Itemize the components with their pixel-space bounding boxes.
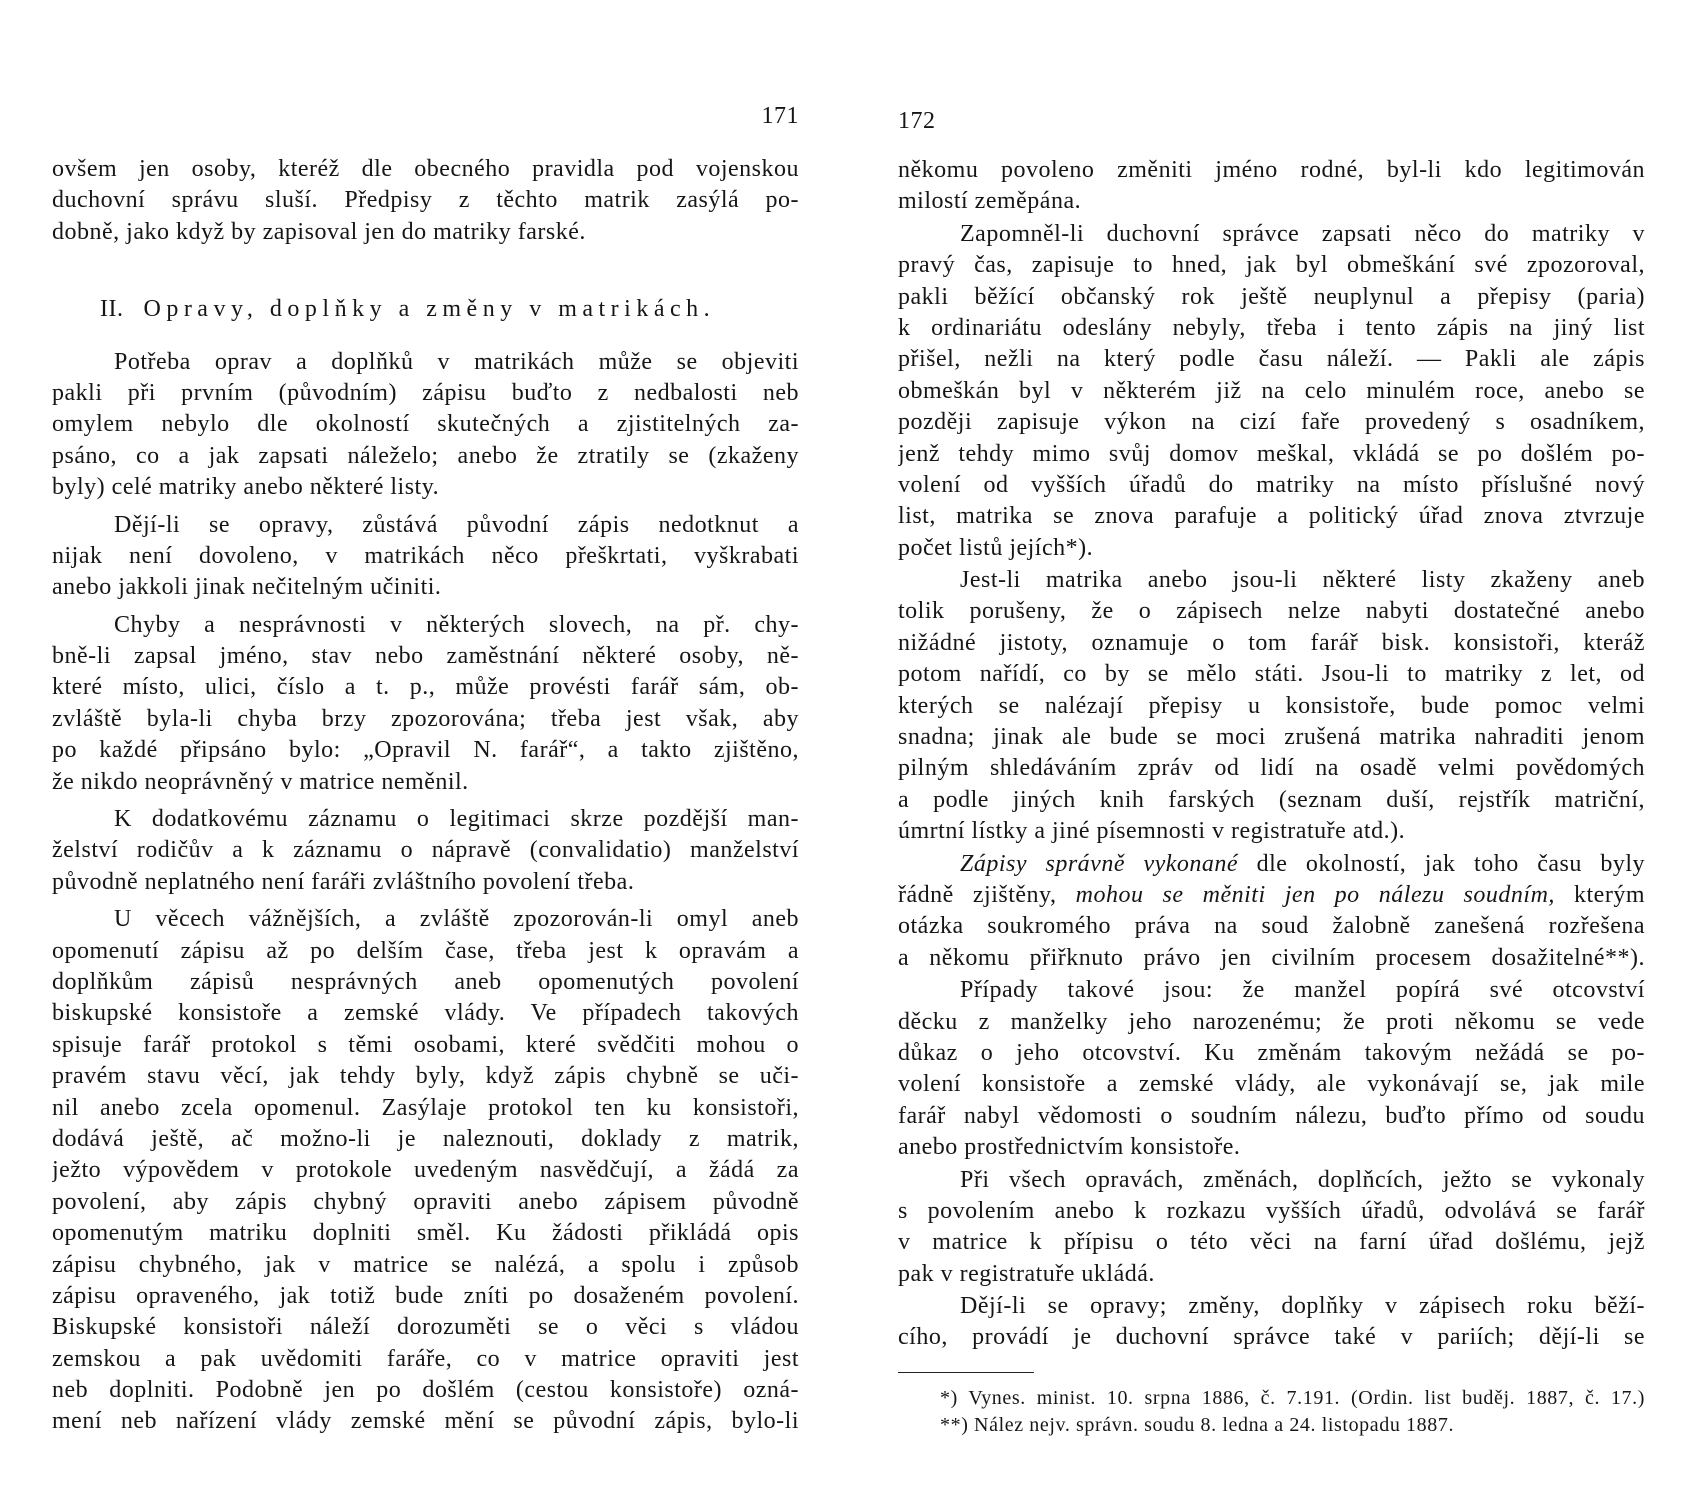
text-line: děcku z manželky jeho narozenému; že proti někomu se vede (898, 1008, 1645, 1035)
text-segment: kterým (1554, 881, 1645, 908)
text-line: původně neplatného není faráři zvláštního povolení třeba. (52, 868, 635, 895)
text-line: a podle jiných knih farských (seznam duší, rejstřík matriční, (898, 786, 1645, 813)
text-line: ježto výpovědem v protokole uvedeným nasvědčují, a žádá za (52, 1157, 799, 1184)
paragraph (898, 849, 1645, 975)
text-line: Při všech opravách, změnách, doplňcích, ježto se vykonaly (960, 1166, 1645, 1193)
text-line: snadna; jinak ale bude se moci zrušená matrika nahraditi jenom (898, 724, 1645, 751)
text-line: důkaz o jeho otcovství. Ku změnám takovým nežádá se po- (898, 1039, 1645, 1066)
text-line: Dějí-li se opravy; změny, doplňky v zápisech roku běží- (960, 1293, 1645, 1320)
text-line: zápisu chybného, jak v matrice se nalézá, a spolu i způsob (52, 1251, 799, 1278)
text-line: milostí zeměpána. (898, 188, 1082, 215)
text-line: želství rodičův a k záznamu o nápravě (convalidatio) manželství (52, 837, 799, 864)
text-line: otázka soukromého práva na soud žalobně zanešená rozřešena (898, 913, 1645, 940)
text-line: volení konsistoře a zemské vlády, ale vykonávají se, jak mile (898, 1071, 1645, 1098)
text-line: potom nařídí, co by se mělo státi. Jsou-li to matriky z let, od (898, 661, 1645, 688)
text-line: opomenutí zápisu až po delším čase, třeba jest k opravám a (52, 937, 799, 964)
text-line: dodává ještě, ač možno-li je naleznouti, doklady z matrik, (52, 1125, 799, 1152)
text-line: doplňkům zápisů nesprávných aneb opomenutých povolení (52, 968, 799, 995)
section-number: II. (100, 296, 124, 323)
text-line: zvláště byla-li chyba brzy zpozorována; třeba jest však, aby (52, 705, 799, 732)
paragraph (898, 1165, 1645, 1291)
text-line: k ordinariátu odeslány nebyly, třeba i tento zápis na jiný list (898, 314, 1645, 341)
footnote: **) Nález nejv. správn. soudu 8. ledna a 24. listopadu 1887. (940, 1413, 1455, 1436)
text-line: obmeškán byl v některém již na celo minulém roce, anebo se (898, 377, 1645, 404)
text-segment: dle okolností, jak toho času byly (1238, 850, 1645, 877)
paragraph (52, 154, 799, 248)
paragraph (898, 219, 1645, 564)
text-line: nil anebo zcela opomenul. Zasýlaje protokol ten ku konsistoři, (52, 1094, 799, 1121)
text-line: pakli běžící občanský rok ještě neuplynul a přepisy (paria) (898, 283, 1645, 310)
text-line: přišel, nežli na který podle času náleží. — Pakli ale zápis (898, 346, 1645, 373)
paragraph (898, 565, 1645, 848)
text-line: Dějí-li se opravy, zůstává původní zápis nedotknut a (114, 511, 799, 538)
text-line: počet listů jejích*). (898, 534, 1094, 561)
paragraph (52, 347, 799, 504)
text-line: někomu povoleno změniti jméno rodné, byl-li kdo legitimován (898, 157, 1645, 183)
text-line: omylem nebylo dle okolností skutečných a zjistitelných za- (52, 411, 799, 438)
text-segment: řádně zjištěny, (898, 881, 1076, 908)
text-line: list, matrika se znova parafuje a politický úřad znova ztvrzuje (898, 503, 1645, 530)
text-line: anebo prostřednictvím konsistoře. (898, 1134, 1241, 1161)
text-line: které místo, ulici, číslo a t. p., může provésti farář sám, ob- (52, 674, 799, 701)
text-line: později zapisuje výkon na cizí faře provedený s osadníkem, (898, 409, 1645, 436)
text-line: pakli při prvním (původním) zápisu buďto z nedbalosti neb (52, 379, 799, 406)
text-line: nijak není dovoleno, v matrikách něco přeškrtati, vyškrabati (52, 542, 799, 569)
text-line: U věcech vážnějších, a zvláště zpozorován-li omyl aneb (114, 906, 799, 933)
text-line (898, 880, 1645, 911)
text-line: bně-li zapsal jméno, stav nebo zaměstnání některé osoby, ně- (52, 643, 799, 670)
emphasis: Zápisy správně vykonané (960, 850, 1239, 877)
text-line: opomenutým matriku doplniti směl. Ku žádosti přikládá opis (52, 1220, 799, 1247)
right-page-text (898, 154, 1645, 1439)
text-line: spisuje farář protokol s těmi osobami, které svědčiti mohou o (52, 1031, 799, 1058)
text-line: duchovní správu sluší. Předpisy z těchto matrik zasýlá po- (52, 187, 799, 214)
text-line: zápisu opraveného, jak totiž bude zníti po dosaženém povolení. (52, 1282, 799, 1309)
footnote-rule (898, 1372, 1034, 1373)
text-line: jenž tehdy mimo svůj domov meškal, vkládá se po došlém po- (898, 440, 1645, 467)
paragraph (898, 1291, 1645, 1354)
footnote: *) Vynes. minist. 10. srpna 1886, č. 7.191. (Ordin. list buděj. 1887, č. 17.) (940, 1386, 1645, 1409)
text-line: pravém stavu věcí, jak tehdy byly, když zápis chybně se uči- (52, 1063, 799, 1090)
text-line: cího, provádí je duchovní správce také v pariích; dějí-li se (898, 1324, 1645, 1351)
text-line: a někomu přiřknuto právo jen civilním procesem dosažitelné**). (898, 944, 1645, 971)
text-line: Chyby a nesprávnosti v některých slovech, na př. chy- (114, 611, 799, 638)
emphasis: mohou se měniti jen po nálezu soudním, (1075, 881, 1555, 908)
left-page-number: 171 (761, 103, 799, 129)
text-line: pravý čas, zapisuje to hned, jak byl obmeškání své zpozoroval, (898, 252, 1645, 279)
text-line: Případy takové jsou: že manžel popírá své otcovství (960, 977, 1645, 1004)
section-heading (52, 294, 799, 325)
paragraph (898, 155, 1645, 218)
text-line: psáno, co a jak zapsati náleželo; anebo že ztratily se (zkaženy (52, 442, 799, 469)
right-page-number: 172 (898, 108, 936, 134)
text-line: byly) celé matriky anebo některé listy. (52, 474, 440, 501)
text-line: že nikdo neoprávněný v matrice neměnil. (52, 768, 469, 795)
paragraph (52, 610, 799, 798)
text-line: pilným shledáváním zpráv od lidí na osadě velmi povědomých (898, 755, 1645, 782)
text-line: pak v registratuře ukládá. (898, 1260, 1155, 1287)
text-line: nižádné jistoty, oznamuje o tom farář bisk. konsistoři, kteráž (898, 629, 1645, 656)
text-line: Potřeba oprav a doplňků v matrikách může se objeviti (114, 348, 799, 375)
text-line: s povolením anebo k rozkazu vyšších úřadů, odvolává se farář (898, 1197, 1645, 1224)
section-title: Opravy, doplňky a změny v matrikách. (143, 296, 716, 323)
text-line: ovšem jen osoby, kteréž dle obecného pravidla pod vojenskou (52, 156, 799, 182)
text-line: povolení, aby zápis chybný opraviti anebo zápisem původně (52, 1188, 799, 1215)
text-line: biskupské konsistoře a zemské vlády. Ve případech takových (52, 1000, 799, 1027)
text-line: volení od vyšších úřadů do matriky na místo příslušné nový (898, 471, 1645, 498)
paragraph (52, 804, 799, 898)
text-line: farář nabyl vědomosti o soudním nálezu, buďto přímo od soudu (898, 1102, 1645, 1129)
text-line: Zapomněl-li duchovní správce zapsati něco do matriky v (960, 220, 1645, 247)
text-line: K dodatkovému záznamu o legitimaci skrze pozdější man- (114, 806, 799, 833)
text-line (898, 849, 1645, 880)
text-line: tolik porušeny, že o zápisech nelze nabyti dostatečné anebo (898, 598, 1645, 625)
text-line: neb doplniti. Podobně jen po došlém (cestou konsistoře) ozná- (52, 1377, 799, 1404)
paragraph (52, 904, 799, 1438)
text-line: kterých se nalézají přepisy u konsistoře, bude pomoc velmi (898, 692, 1645, 719)
text-line: v matrice k přípisu o této věci na farní úřad došlému, jejž (898, 1229, 1645, 1256)
text-line: dobně, jako když by zapisoval jen do matriky farské. (52, 218, 586, 245)
text-line: úmrtní lístky a jiné písemnosti v registratuře atd.). (898, 818, 1406, 845)
text-line: mení neb nařízení vlády zemské mění se původní zápis, bylo-li (52, 1408, 799, 1435)
paragraph (52, 510, 799, 604)
left-page-text (52, 154, 799, 1438)
text-line: anebo jakkoli jinak nečitelným učiniti. (52, 574, 442, 601)
text-line: zemskou a pak uvědomiti faráře, co v matrice opraviti jest (52, 1345, 799, 1372)
text-line: po každé připsáno bylo: „Opravil N. farář“, a takto zjištěno, (52, 737, 799, 764)
text-line: Biskupské konsistoři náleží dorozuměti se o věci s vládou (52, 1314, 799, 1341)
text-line: Jest-li matrika anebo jsou-li některé listy zkaženy aneb (960, 567, 1645, 594)
paragraph (898, 975, 1645, 1163)
